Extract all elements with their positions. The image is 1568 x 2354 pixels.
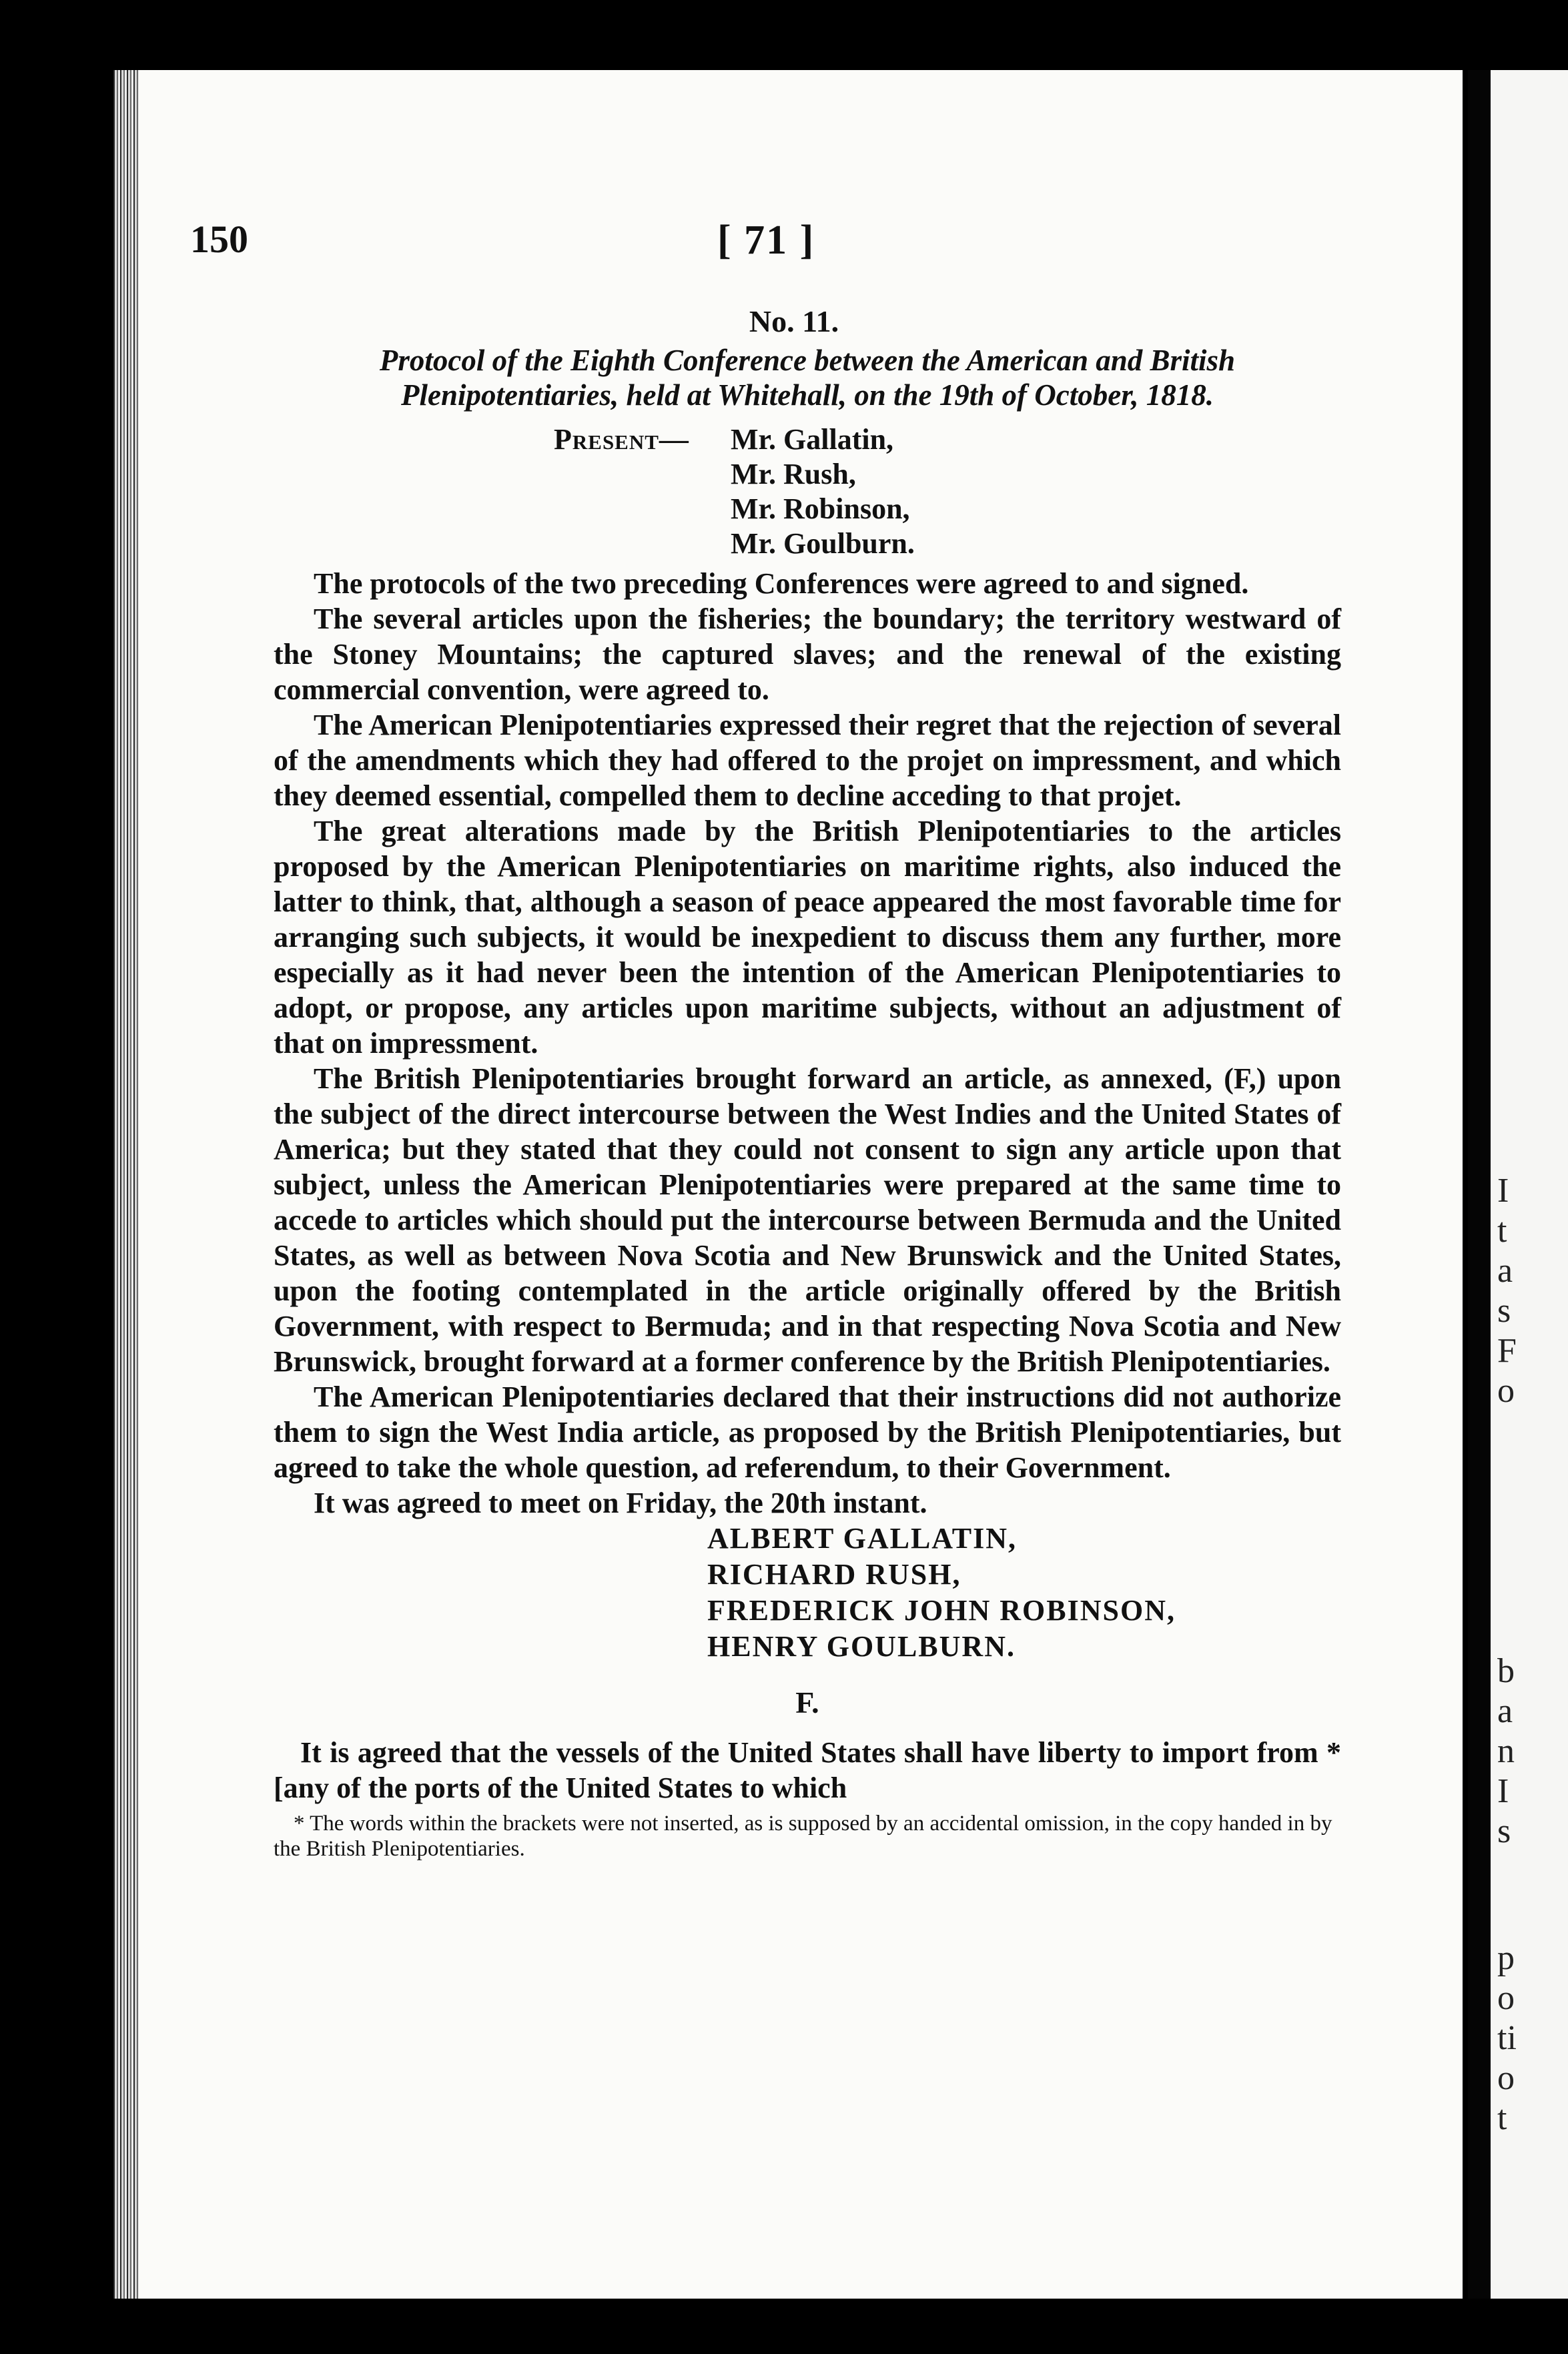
present-name: Mr. Rush,: [731, 458, 856, 490]
next-page-edge: [1491, 70, 1568, 2299]
document-number: [ 71 ]: [717, 218, 815, 263]
signature: HENRY GOULBURN.: [707, 1630, 1016, 1663]
next-page-fragment: a: [1497, 1692, 1513, 1730]
present-name: Mr. Gallatin,: [731, 423, 894, 456]
next-page-fragment: n: [1497, 1732, 1515, 1770]
next-page-fragment: ti: [1497, 2019, 1517, 2057]
present-list: [554, 422, 1341, 560]
present-name: Mr. Robinson,: [731, 492, 910, 525]
next-page-fragment: t: [1497, 1212, 1507, 1250]
signature: ALBERT GALLATIN,: [707, 1522, 1018, 1555]
present-row: [554, 456, 1341, 491]
signature-block: [707, 1521, 1341, 1665]
next-page-fragment: s: [1497, 1812, 1511, 1850]
signature: RICHARD RUSH,: [707, 1558, 961, 1591]
document-body: [274, 304, 1341, 1862]
present-name: Mr. Goulburn.: [731, 527, 915, 560]
page-number: 150: [190, 218, 248, 261]
book-gutter: [1468, 70, 1491, 2299]
signature: FREDERICK JOHN ROBINSON,: [707, 1594, 1176, 1627]
paragraph: The American Plenipotentiaries declared that their instructions did not authorize them to sign the West India article, as proposed by the British Plenipotentiaries, but agreed to take the whole question, ad referendum, to their Government.: [274, 1381, 1341, 1484]
next-page-fragment: a: [1497, 1252, 1513, 1290]
next-page-fragment: s: [1497, 1292, 1511, 1330]
document-number-heading: No. 11.: [749, 304, 839, 338]
page-header: [190, 217, 1324, 270]
paragraph: The great alterations made by the British Plenipotentiaries to the articles proposed by the American Plenipotentiaries on maritime rights, also induced the latter to think, that, although a season of peace appeared the most favorable time for arranging such subjects, it would be inexpedient to discuss them any further, more especially as it had never been the intention of the American Plenipotentiaries to adopt, or propose, any articles upon maritime subjects, without an adjustment of that on impressment.: [274, 815, 1341, 1060]
next-page-fragment: o: [1497, 1979, 1515, 2017]
next-page-fragment: b: [1497, 1652, 1515, 1690]
paragraph: The protocols of the two preceding Conferences were agreed to and signed.: [314, 567, 1249, 600]
footnote: * The words within the brackets were not inserted, as is supposed by an accidental omission, in the copy handed in by the British Plenipotentiaries.: [274, 1812, 1332, 1861]
annex-text: It is agreed that the vessels of the United States shall have liberty to import from *[any of the ports of the United States to which: [274, 1736, 1341, 1804]
next-page-fragment: o: [1497, 2059, 1515, 2097]
present-row: [554, 422, 1341, 456]
next-page-fragment: o: [1497, 1372, 1515, 1410]
present-label: Present—: [554, 423, 689, 456]
present-row: [554, 491, 1341, 526]
paragraph: The American Plenipotentiaries expressed their regret that the rejection of several of the amendments which they had offered to the projet on impressment, and which they deemed essential, compelled them to decline acceding to that projet.: [274, 709, 1341, 812]
page-edge-stack: [113, 70, 139, 2299]
document-title: Protocol of the Eighth Conference between the American and British Plenipotentiaries, held at Whitehall, on the 19th of October, 1818.: [379, 344, 1236, 412]
present-row: [554, 526, 1341, 560]
next-page-fragment: F: [1497, 1332, 1517, 1370]
next-page-fragment: p: [1497, 1939, 1515, 1977]
annex-heading: F.: [795, 1685, 819, 1719]
next-page-fragment: I: [1497, 1772, 1509, 1810]
paragraph: It was agreed to meet on Friday, the 20th instant.: [314, 1487, 927, 1519]
next-page-fragment: I: [1497, 1172, 1509, 1210]
paragraph: The British Plenipotentiaries brought forward an article, as annexed, (F,) upon the subject of the direct intercourse between the West Indies and the United States of America; but they stated that they could not consent to sign any article upon that subject, unless the American Plenipotentiaries were prepared at the same time to accede to articles which should put the intercourse between Bermuda and the United States, as well as between Nova Scotia and New Brunswick and the United States, upon the footing contemplated in the article originally offered by the British Government, with respect to Bermuda; and in that respecting Nova Scotia and New Brunswick, brought forward at a former conference by the British Plenipotentiaries.: [274, 1062, 1341, 1378]
paragraph: The several articles upon the fisheries; the boundary; the territory westward of the Stoney Mountains; the captured slaves; and the renewal of the existing commercial convention, were agreed to.: [274, 603, 1341, 706]
next-page-fragment: t: [1497, 2099, 1507, 2137]
